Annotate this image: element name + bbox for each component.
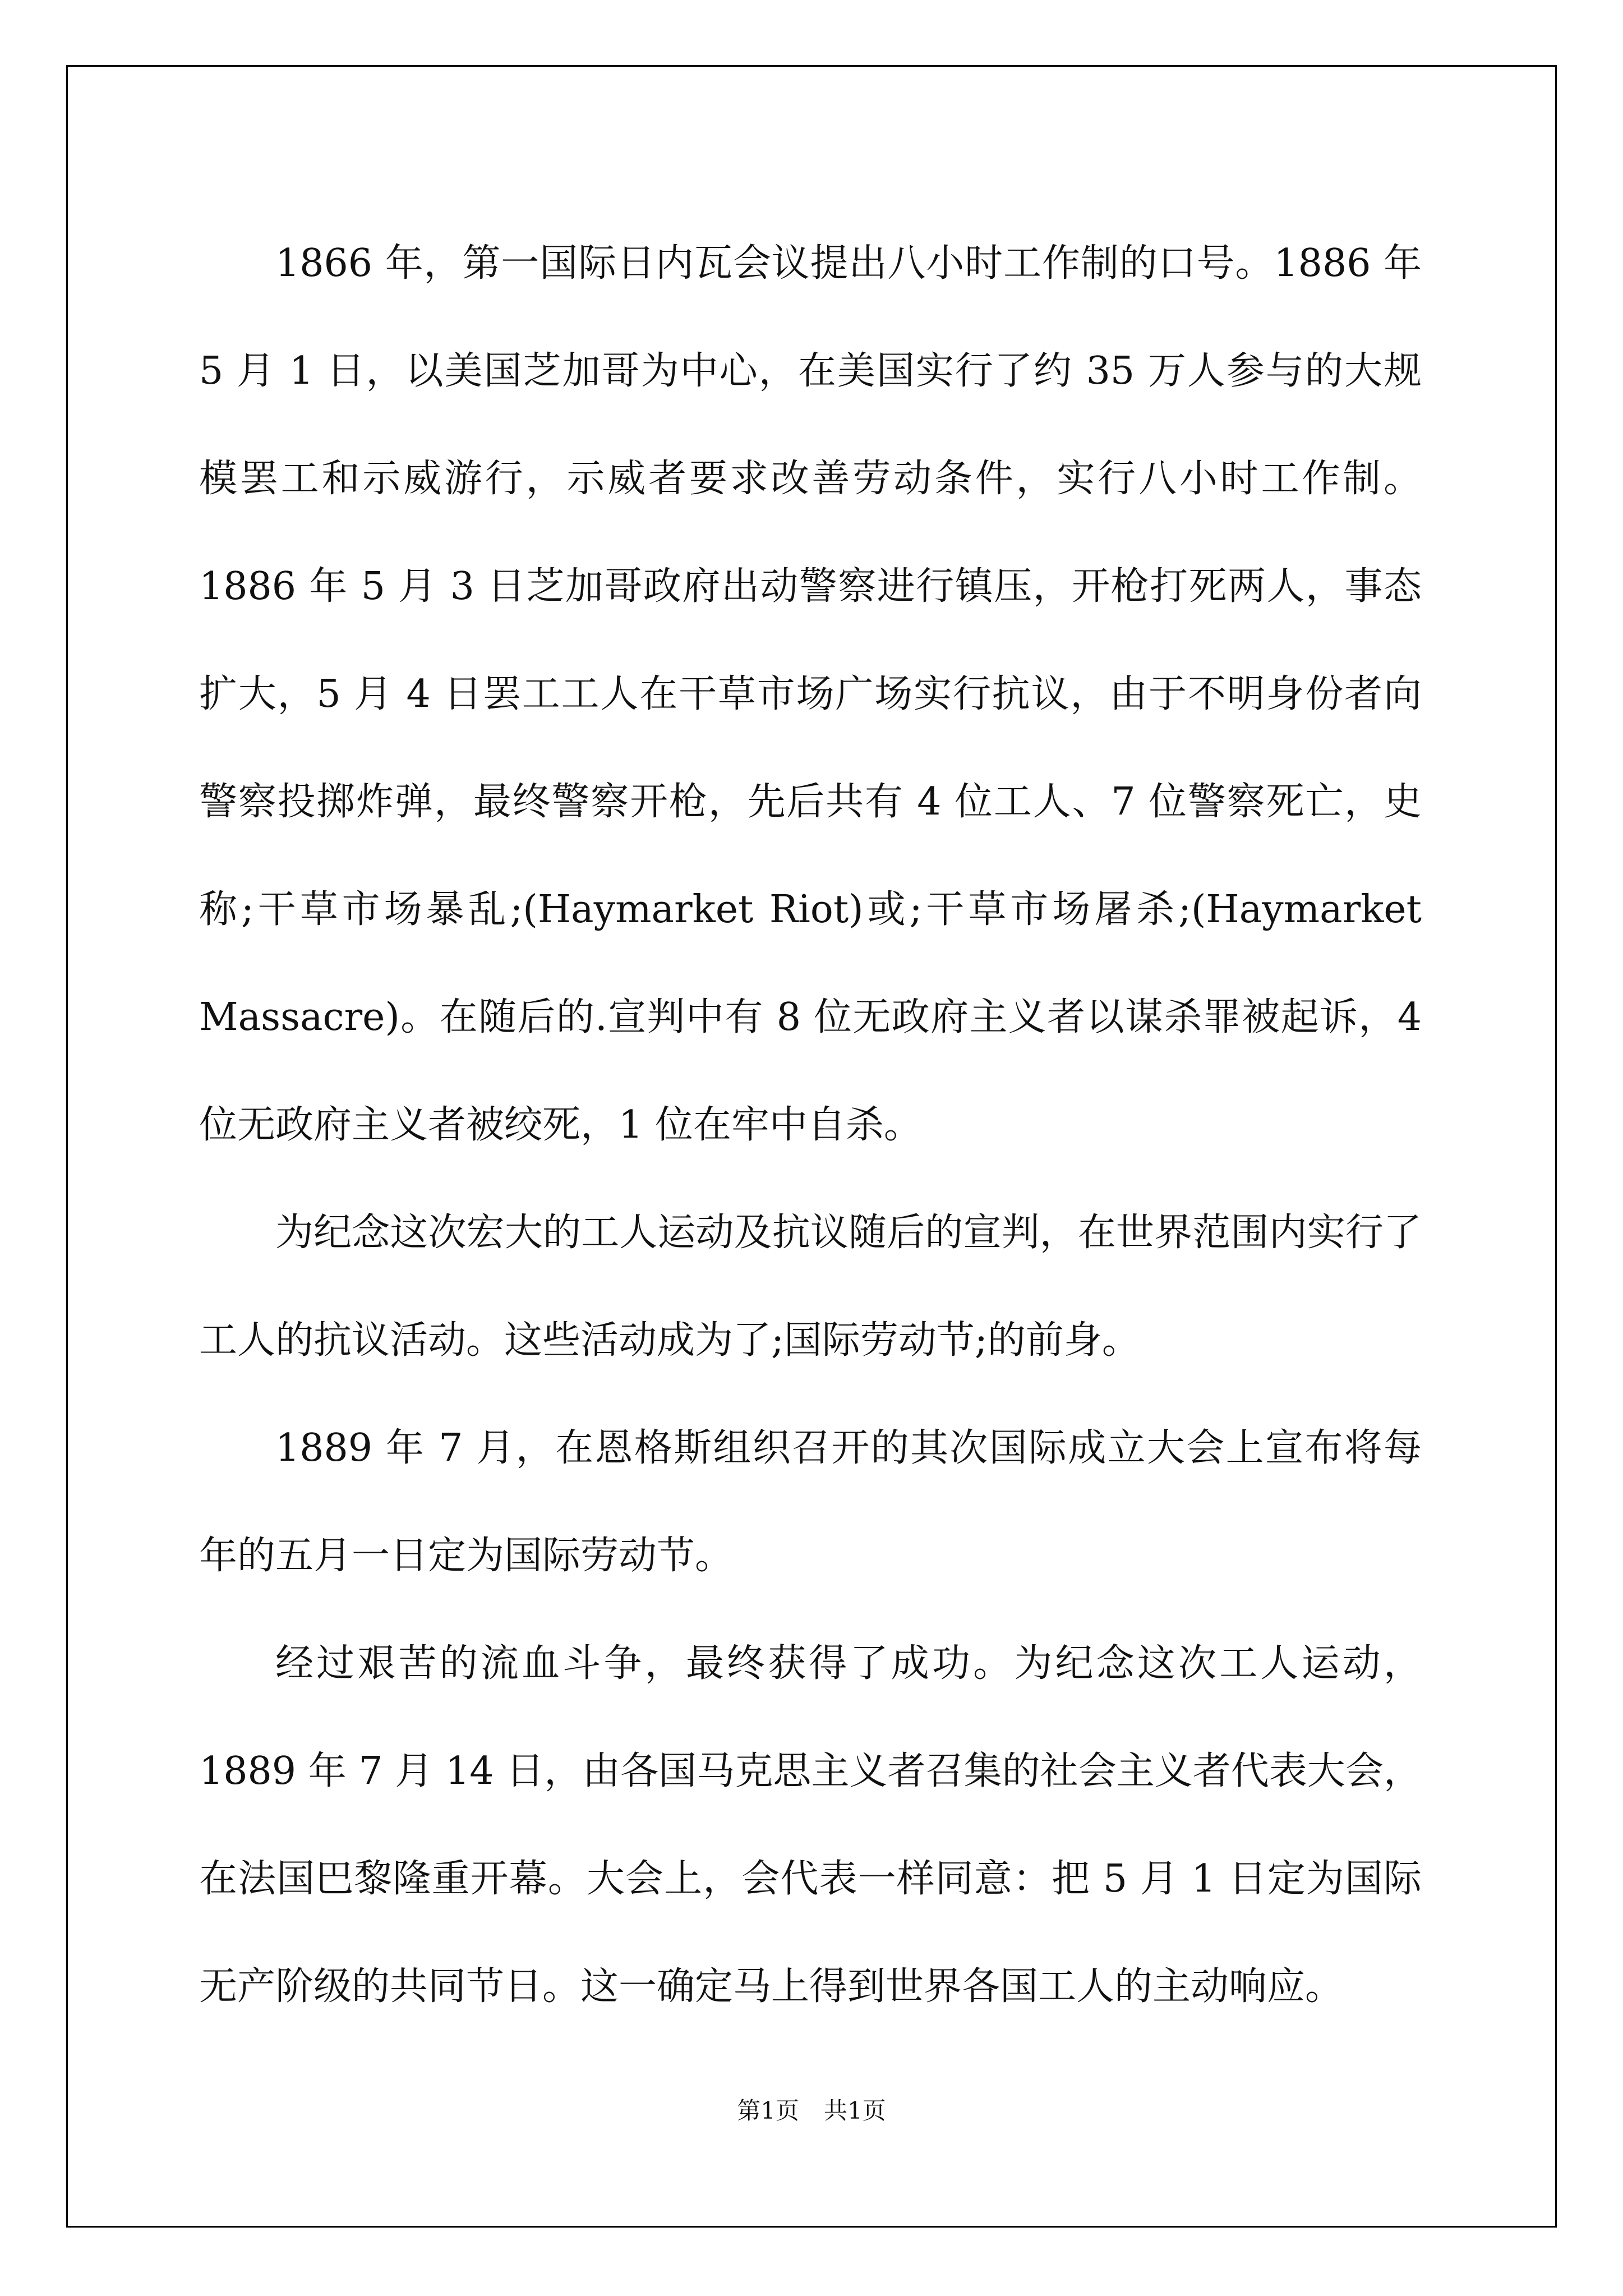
total-pages: 共1页 — [824, 2097, 886, 2124]
paragraph-4: 经过艰苦的流血斗争，最终获得了成功。为纪念这次工人运动，1889 年 7 月 14 日，由各国马克思主义者召集的社会主义者代表大会，在法国巴黎隆重开幕。大会上，会代表一样同意：把 5 月 1 日定为国际无产阶级的共同节日。这一确定马上得到世界各国工人的主动响应。 — [199, 1641, 1422, 2009]
document-body — [199, 210, 1422, 2041]
paragraph-1: 1866 年，第一国际日内瓦会议提出八小时工作制的口号。1886 年 5 月 1 日，以美国芝加哥为中心，在美国实行了约 35 万人参与的大规模罢工和示威游行，示威者要求改善劳动条件，实行八小时工作制。1886 年 5 月 3 日芝加哥政府出动警察进行镇压，开枪打死两人，事态扩大，5 月 4 日罢工工人在干草市场广场实行抗议，由于不明身份者向警察投掷炸弹，最终警察开枪，先后共有 4 位工人、7 位警察死亡，史称;干草市场暴乱;(Haymarket Riot)或;干草市场屠杀;(Haymarket Massacre)。在随后的.宣判中有 8 位无政府主义者以谋杀罪被起诉，4 位无政府主义者被绞死，1 位在牢中自杀。 — [199, 241, 1422, 1147]
page-footer — [0, 2092, 1623, 2126]
page-number: 第1页 — [737, 2097, 799, 2124]
paragraph-3: 1889 年 7 月，在恩格斯组织召开的其次国际成立大会上宣布将每年的五月一日定为国际劳动节。 — [199, 1426, 1422, 1578]
paragraph-2: 为纪念这次宏大的工人运动及抗议随后的宣判，在世界范围内实行了工人的抗议活动。这些活动成为了;国际劳动节;的前身。 — [199, 1211, 1422, 1363]
